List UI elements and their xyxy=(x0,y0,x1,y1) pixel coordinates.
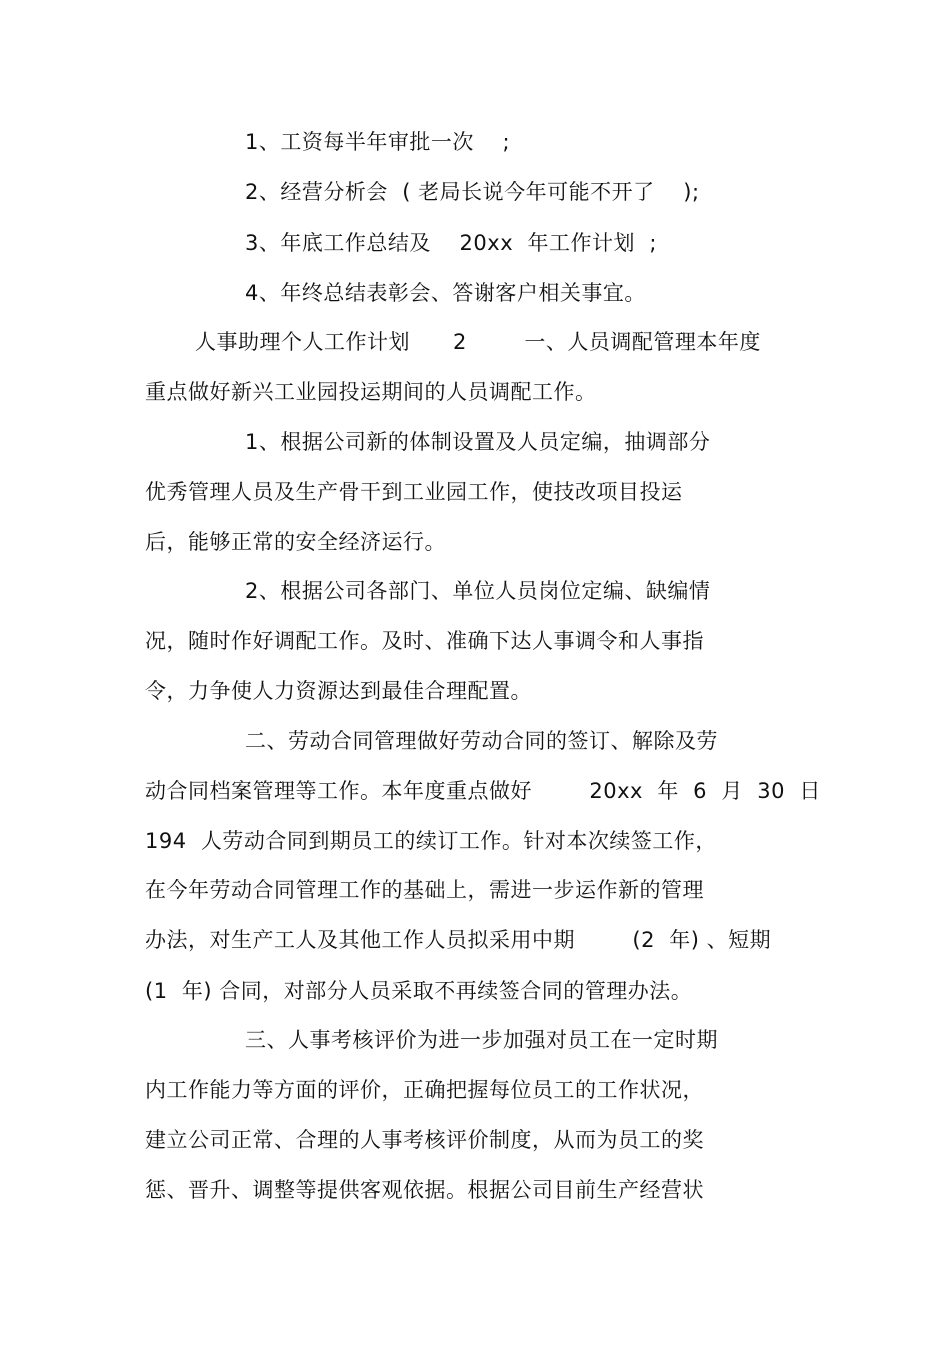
paragraph-line: 办法，对生产工人及其他工作人员拟采用中期 (2 年) 、短期 xyxy=(145,928,772,952)
text-line-item-4: 4、年终总结表彰会、答谢客户相关事宜。 xyxy=(245,281,646,305)
paragraph-line: 惩、晋升、调整等提供客观依据。根据公司目前生产经营状 xyxy=(145,1178,704,1202)
paragraph-line: 1、根据公司新的体制设置及人员定编，抽调部分 xyxy=(245,430,711,454)
paragraph-line: 内工作能力等方面的评价，正确把握每位员工的工作状况， xyxy=(145,1078,704,1102)
paragraph-line: 三、人事考核评价为进一步加强对员工在一定时期 xyxy=(245,1028,718,1052)
paragraph-line: 在今年劳动合同管理工作的基础上，需进一步运作新的管理 xyxy=(145,878,704,902)
text-line-item-1: 1、工资每半年审批一次 ; xyxy=(245,130,511,154)
paragraph-line: 动合同档案管理等工作。本年度重点做好 20xx 年 6 月 30 日 xyxy=(145,779,821,803)
paragraph-line: 后，能够正常的安全经济运行。 xyxy=(145,530,446,554)
text-line-item-2: 2、经营分析会 ( 老局长说今年可能不开了 ); xyxy=(245,180,700,204)
paragraph-line: 2、根据公司各部门、单位人员岗位定编、缺编情 xyxy=(245,579,711,603)
section-heading-line: 人事助理个人工作计划 2 一、人员调配管理本年度 xyxy=(195,330,761,354)
paragraph-line: 重点做好新兴工业园投运期间的人员调配工作。 xyxy=(145,380,597,404)
paragraph-line: 二、劳动合同管理做好劳动合同的签订、解除及劳 xyxy=(245,729,718,753)
paragraph-line: 194 人劳动合同到期员工的续订工作。针对本次续签工作， xyxy=(145,829,717,853)
paragraph-line: 建立公司正常、合理的人事考核评价制度，从而为员工的奖 xyxy=(145,1128,704,1152)
paragraph-line: 况，随时作好调配工作。及时、准确下达人事调令和人事指 xyxy=(145,629,704,653)
paragraph-line: (1 年) 合同，对部分人员采取不再续签合同的管理办法。 xyxy=(145,979,693,1003)
paragraph-line: 优秀管理人员及生产骨干到工业园工作，使技改项目投运 xyxy=(145,480,683,504)
paragraph-line: 令，力争使人力资源达到最佳合理配置。 xyxy=(145,679,532,703)
text-line-item-3: 3、年底工作总结及 20xx 年工作计划 ; xyxy=(245,231,657,255)
